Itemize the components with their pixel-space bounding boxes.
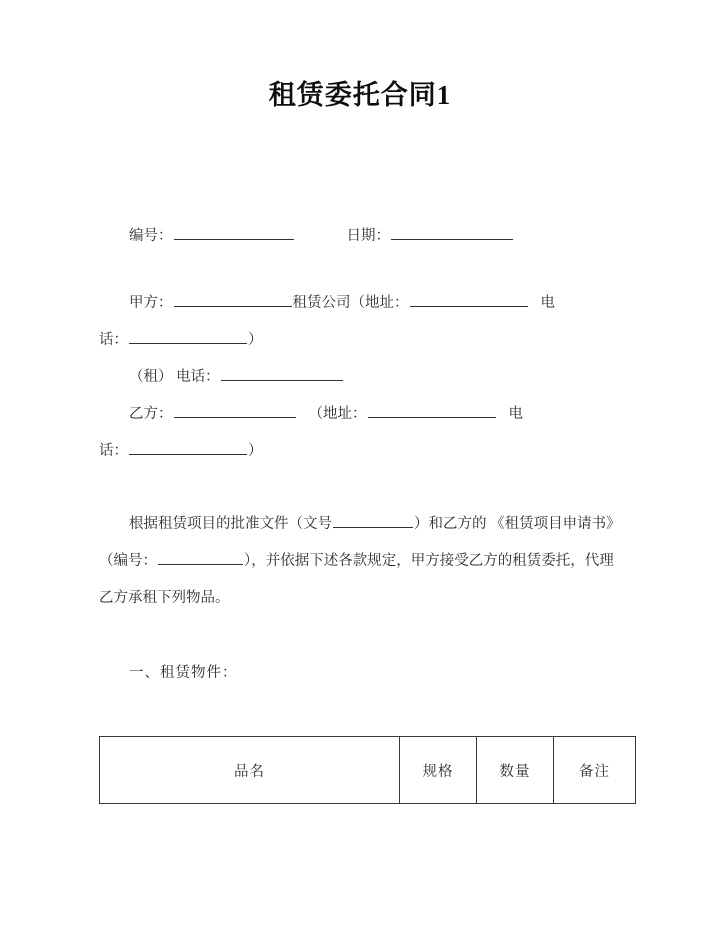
application-number-blank[interactable] [158, 549, 243, 565]
preamble-line-3-text: 乙方承租下列物品。 [99, 590, 230, 606]
rent-tel-label: （租） 电话： [129, 369, 220, 385]
table-header-row [100, 737, 636, 804]
table-header-product-name: 品名 [100, 737, 400, 804]
table-header-quantity: 数量 [477, 737, 554, 804]
preamble-line-2-text-b: ），并依据下述各款规定，甲方接受乙方的租赁委托，代理 [244, 553, 614, 569]
party-b-paren-close: ） [248, 443, 263, 459]
preamble-line-2 [99, 543, 629, 580]
party-b-tel-prefix: 电 [508, 406, 523, 422]
number-input-blank[interactable] [174, 224, 294, 240]
table-header-specification: 规格 [400, 737, 477, 804]
party-a-label: 甲方： [129, 295, 173, 311]
party-a-tel-blank[interactable] [129, 328, 247, 344]
form-fields-block [99, 218, 626, 470]
party-a-address-blank[interactable] [410, 291, 528, 307]
party-a-line [99, 285, 626, 322]
party-a-paren-close: ） [248, 332, 263, 348]
date-label: 日期： [346, 228, 390, 244]
party-b-line [99, 396, 626, 433]
party-a-name-blank[interactable] [174, 291, 292, 307]
party-b-address-label: （地址： [308, 406, 367, 422]
preamble-paragraph [99, 506, 629, 617]
party-b-name-blank[interactable] [174, 402, 296, 418]
party-b-tel-blank[interactable] [129, 439, 247, 455]
section-heading-lease-items: 一、租赁物件： [129, 665, 238, 681]
party-b-address-blank[interactable] [368, 402, 496, 418]
preamble-line-3 [99, 580, 629, 617]
party-b-label: 乙方： [129, 406, 173, 422]
tel-wrap-label-b: 话： [99, 443, 128, 459]
preamble-line-1-text-b: ）和乙方的 《租赁项目申请书》 [414, 516, 621, 532]
party-b-tel-wrap-line [99, 433, 626, 470]
page-title: 租赁委托合同1 [268, 80, 452, 110]
preamble-line-2-text-a: （编号： [99, 553, 157, 569]
number-label: 编号： [129, 228, 173, 244]
tel-wrap-label: 话： [99, 332, 128, 348]
approval-document-number-blank[interactable] [333, 512, 413, 528]
preamble-line-1-text-a: 根据租赁项目的批准文件（文号 [129, 516, 332, 532]
rent-tel-line [99, 359, 626, 396]
party-a-tel-wrap-line [99, 322, 626, 359]
date-input-blank[interactable] [391, 224, 513, 240]
lease-items-table [99, 736, 636, 804]
preamble-line-1 [99, 506, 629, 543]
rent-tel-blank[interactable] [221, 365, 343, 381]
table-header-remarks: 备注 [554, 737, 636, 804]
number-date-line [99, 218, 626, 255]
party-a-tel-prefix: 电 [540, 295, 555, 311]
party-a-company-suffix: 租赁公司（地址： [292, 295, 409, 311]
